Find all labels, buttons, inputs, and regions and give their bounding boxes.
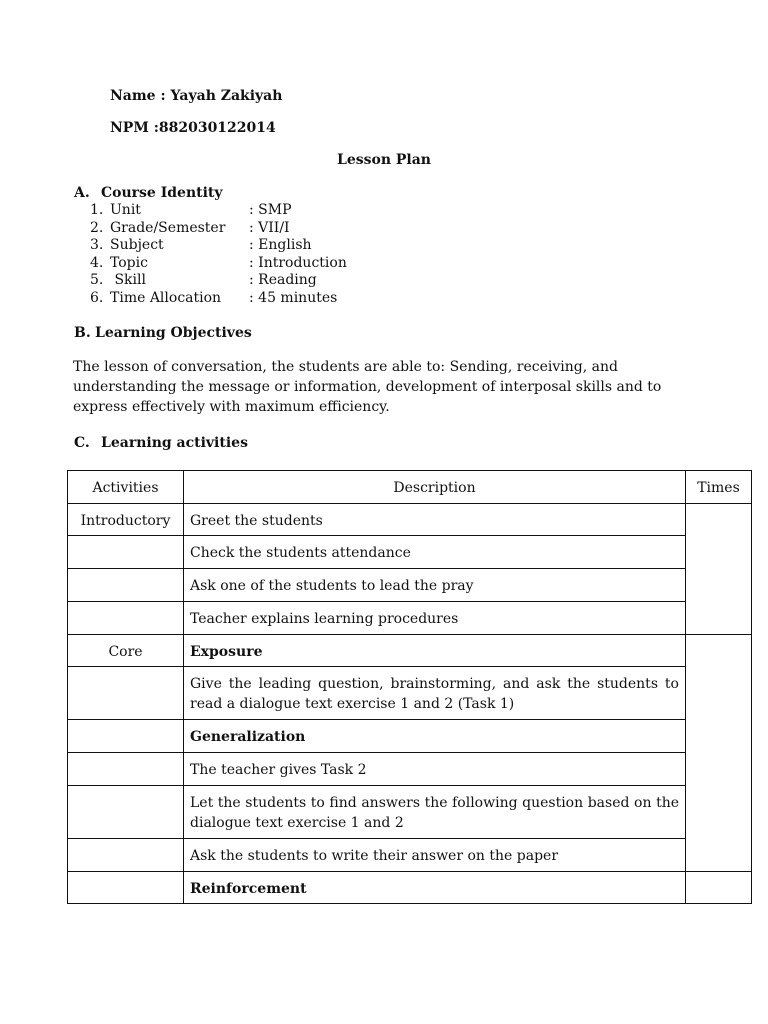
table-row [68, 667, 752, 720]
list-item-number: 3. [90, 237, 104, 253]
description-cell: Let the students to find answers the following question based on the dialogue text exercise 1 and 2 [184, 786, 686, 839]
times-cell [686, 872, 752, 904]
list-item-value: : Introduction [249, 255, 347, 271]
learning-objectives-paragraph: The lesson of conversation, the students are able to: Sending, receiving, and understanding the message or information, development of interposal skills and to express effectively with maximum efficiency. [73, 359, 662, 415]
activity-cell [68, 720, 184, 753]
list-item-value: : English [249, 237, 312, 253]
description-cell: Exposure [184, 635, 686, 667]
activity-cell [68, 786, 184, 839]
table-row [68, 602, 752, 635]
activity-cell [68, 667, 184, 720]
column-header-times: Times [686, 471, 752, 504]
description-cell: Greet the students [184, 504, 686, 536]
list-item-value: : SMP [249, 202, 292, 218]
table-row [68, 635, 752, 667]
list-item-number: 1. [90, 202, 104, 218]
description-cell: Ask one of the students to lead the pray [184, 569, 686, 602]
list-item-number: 4. [90, 255, 104, 271]
section-b-letter: B. [74, 325, 91, 341]
list-item-label: Topic [110, 255, 148, 271]
list-item-number: 2. [90, 220, 104, 236]
list-item-label: Unit [110, 202, 141, 218]
activity-cell [68, 569, 184, 602]
list-item-value: : VII/I [249, 220, 290, 236]
table-row [68, 786, 752, 839]
list-item-value: : Reading [249, 272, 317, 288]
list-item-label: Skill [110, 272, 146, 288]
activity-cell [68, 602, 184, 635]
table-row [68, 872, 752, 904]
learning-activities-table [67, 470, 752, 904]
list-item-number: 6. [90, 290, 104, 306]
description-cell: Teacher explains learning procedures [184, 602, 686, 635]
description-cell: Generalization [184, 720, 686, 753]
section-b-title: Learning Objectives [95, 325, 252, 341]
table-row [68, 753, 752, 786]
activity-cell: Core [68, 635, 184, 667]
times-cell [686, 504, 752, 635]
times-cell [686, 635, 752, 872]
list-item-value: : 45 minutes [249, 290, 338, 306]
list-item-number: 5. [90, 272, 104, 288]
section-a-letter: A. [74, 185, 90, 201]
page-title: Lesson Plan [336, 152, 431, 168]
activity-cell [68, 753, 184, 786]
table-row [68, 720, 752, 753]
table-row [68, 569, 752, 602]
table-header-row [68, 471, 752, 504]
section-c-letter: C. [74, 435, 90, 451]
activity-cell: Introductory [68, 504, 184, 536]
section-a-title: Course Identity [101, 185, 223, 201]
column-header-description: Description [184, 471, 686, 504]
table-row [68, 839, 752, 872]
list-item-label: Subject [110, 237, 164, 253]
description-cell: Ask the students to write their answer on the paper [184, 839, 686, 872]
section-c-title: Learning activities [101, 435, 248, 451]
student-name: Name : Yayah Zakiyah [110, 88, 283, 104]
list-item-label: Grade/Semester [110, 220, 226, 236]
activity-cell [68, 839, 184, 872]
activity-cell [68, 872, 184, 904]
list-item-label: Time Allocation [110, 290, 222, 306]
description-cell: Check the students attendance [184, 536, 686, 569]
activity-cell [68, 536, 184, 569]
student-npm: NPM :882030122014 [110, 120, 276, 136]
column-header-activities: Activities [68, 471, 184, 504]
table-row [68, 536, 752, 569]
description-cell: Give the leading question, brainstorming, and ask the students to read a dialogue text exercise 1 and 2 (Task 1) [184, 667, 686, 720]
description-cell: The teacher gives Task 2 [184, 753, 686, 786]
description-cell: Reinforcement [184, 872, 686, 904]
table-row [68, 504, 752, 536]
